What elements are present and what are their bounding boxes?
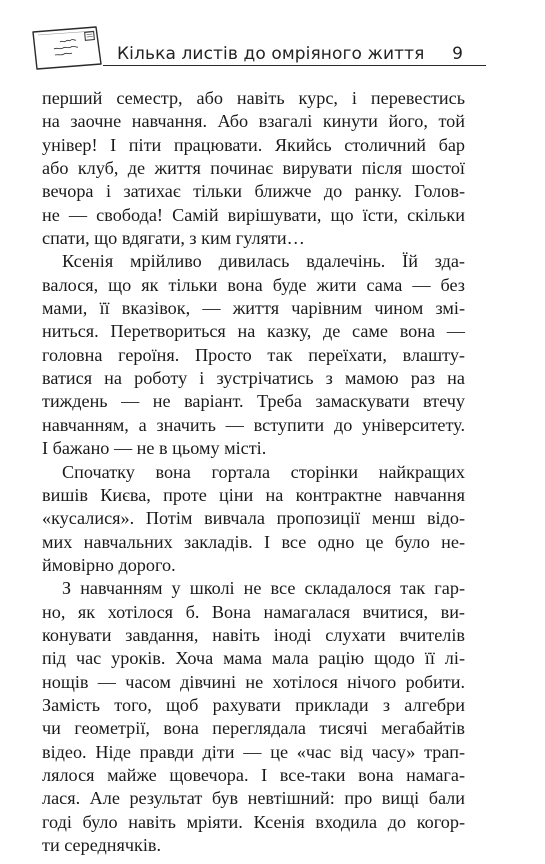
text-line: лася. Але результат був невтішний: про вищі бали <box>42 788 465 809</box>
text-line: спати, що вдягати, з ким гуляти… <box>42 228 305 249</box>
envelope-icon <box>30 24 104 72</box>
page-number: 9 <box>452 44 463 64</box>
text-line: но, як хотілося б. Вона намагалася вчитися, ви- <box>42 601 465 622</box>
text-line: лялося майже щовечора. І все-таки вона намага- <box>42 764 465 785</box>
text-line: універ! І піти працювати. Якийсь столичний бар <box>42 134 465 155</box>
text-line: вечора і затихає тільки ближче до ранку. Голов- <box>42 181 465 202</box>
header-rule <box>103 65 486 66</box>
text-line: ймовірно дорого. <box>42 554 176 575</box>
text-line: не — свобода! Самій вирішувати, що їсти, скільки <box>42 204 465 225</box>
text-line: чи геометрії, вона переглядала тисячі мегабайтів <box>42 718 465 739</box>
body-text <box>42 87 465 857</box>
text-line: вишів Києва, проте ціни на контрактне навчання <box>42 484 465 505</box>
running-title: Кілька листів до омріяного життя <box>117 44 425 64</box>
text-line: нощів — часом дівчині не хотілося нічого робити. <box>42 671 465 692</box>
text-line: перший семестр, або навіть курс, і перевестись <box>42 88 465 108</box>
text-line: ти середнячків. <box>42 835 162 855</box>
text-line: навчанням, а значить — вступити до університету. <box>42 414 465 435</box>
text-line: валося, що як тільки вона буде жити сама — без <box>42 274 465 295</box>
text-line: годі було навіть мріяти. Ксенія входила до когор- <box>42 811 465 832</box>
text-line: І бажано — не в цьому місті. <box>42 438 267 459</box>
text-line: тиждень — не варіант. Треба замаскувати втечу <box>42 391 465 412</box>
text-line: мих навчальних закладів. І все одно це було не- <box>42 531 465 552</box>
text-line: під час уроків. Хоча мама мала рацію щодо її лі- <box>42 648 465 669</box>
text-line: головна героїня. Просто так переїхати, влашту- <box>42 344 465 365</box>
text-line: ниться. Перетвориться на казку, де саме вона — <box>42 321 465 342</box>
text-line: ватися на роботу і зустрічатись з мамою раз на <box>42 368 465 389</box>
text-line: Ксенія мрійливо дивилась вдалечінь. Їй зда- <box>62 251 465 272</box>
text-line: конувати завдання, навіть іноді слухати вчителів <box>42 624 465 645</box>
text-line: або клуб, де життя починає вирувати після шостої <box>42 158 465 179</box>
text-line: Спочатку вона гортала сторінки найкращих <box>62 461 465 482</box>
running-header <box>0 0 545 90</box>
text-line: «кусалися». Потім вивчала пропозиції менш відо- <box>42 508 465 529</box>
text-line: відео. Ніде правди діти — це «час від часу» трап- <box>42 741 465 762</box>
text-line: мами, її вказівок, — життя чарівним чином змі- <box>42 298 465 319</box>
text-line: на заочне навчання. Або взагалі кинути його, той <box>42 111 465 132</box>
text-line: З навчанням у школі не все складалося так гар- <box>62 578 465 599</box>
text-line: Замість того, щоб рахувати приклади з алгебри <box>42 694 465 715</box>
